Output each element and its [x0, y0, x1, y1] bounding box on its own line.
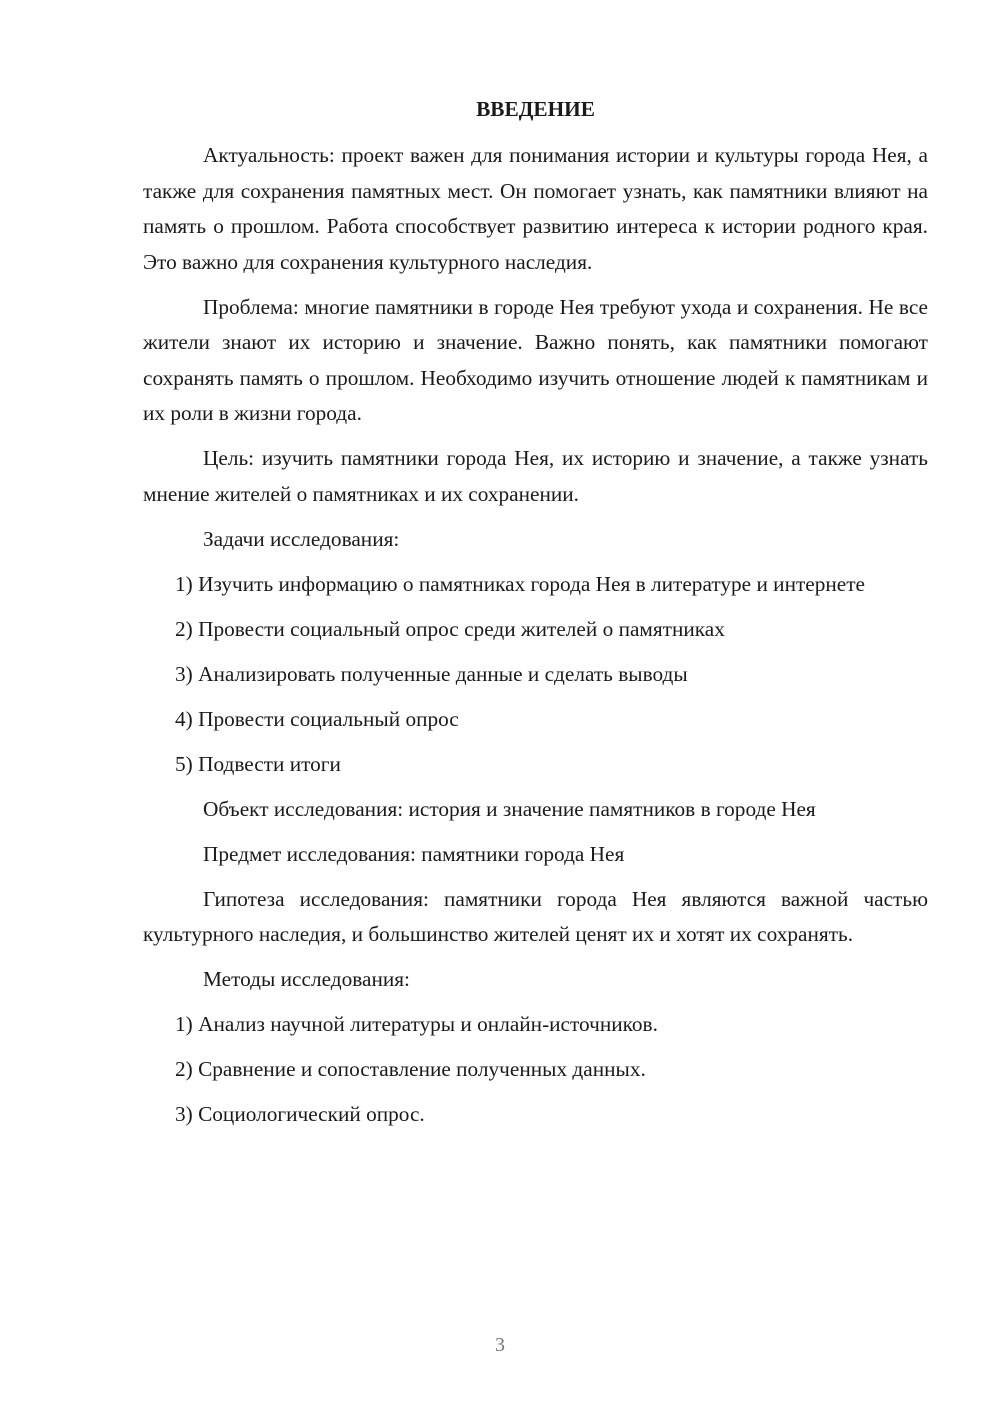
method-item: 2) Сравнение и сопоставление полученных данных. — [175, 1057, 646, 1081]
subject-paragraph: Предмет исследования: памятники города Нея — [203, 841, 625, 866]
method-item: 3) Социологический опрос. — [175, 1102, 425, 1126]
goal-paragraph: Цель: изучить памятники города Нея, их историю и значение, а также узнать мнение жителей о памятниках и их сохранении. — [143, 446, 928, 506]
task-item: 2) Провести социальный опрос среди жителей о памятниках — [175, 616, 725, 641]
tasks-heading: Задачи исследования: — [203, 526, 400, 551]
methods-heading: Методы исследования: — [203, 967, 410, 991]
problem-paragraph: Проблема: многие памятники в городе Нея требуют ухода и сохранения. Не все жители знают их историю и значение. Важно понять, как памятники помогают сохранять память о прошлом. Необходимо изучить отношение людей к памятникам и их роли в жизни города. — [143, 294, 928, 425]
method-item: 1) Анализ научной литературы и онлайн-источников. — [175, 1012, 658, 1036]
task-item: 1) Изучить информацию о памятниках города Нея в литературе и интернете — [175, 571, 865, 596]
task-item: 3) Анализировать полученные данные и сделать выводы — [175, 661, 688, 686]
document-page — [143, 92, 928, 1133]
object-paragraph: Объект исследования: история и значение памятников в городе Нея — [203, 796, 816, 821]
hypothesis-paragraph: Гипотеза исследования: памятники города Нея являются важной частью культурного наследия, и большинство жителей ценят их и хотят их сохранять. — [143, 886, 928, 946]
methods-list — [143, 1007, 928, 1133]
task-item: 5) Подвести итоги — [175, 751, 341, 776]
section-title: ВВЕДЕНИЕ — [476, 97, 595, 121]
page-number: 3 — [495, 1334, 505, 1356]
tasks-list — [143, 567, 928, 783]
actuality-paragraph: Актуальность: проект важен для понимания истории и культуры города Нея, а также для сохранения памятных мест. Он помогает узнать, как памятники влияют на память о прошлом. Работа способствует развитию интереса к истории родного края. Это важно для сохранения культурного наследия. — [143, 143, 928, 274]
task-item: 4) Провести социальный опрос — [175, 706, 459, 731]
